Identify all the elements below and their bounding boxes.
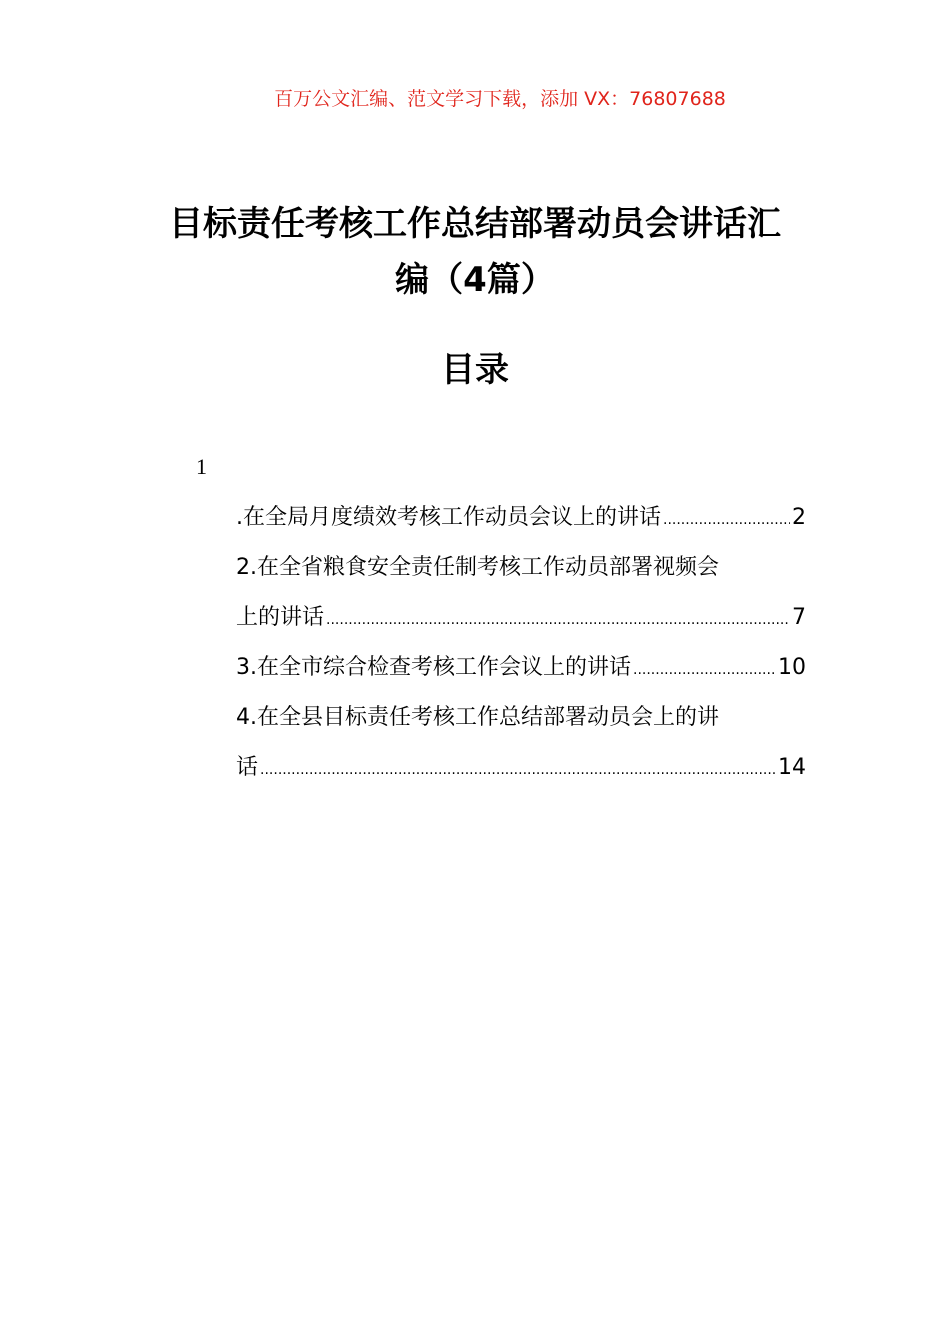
toc-entry[interactable] bbox=[236, 543, 806, 643]
toc-page-number: 10 bbox=[778, 655, 806, 680]
toc-page-number: 2 bbox=[792, 505, 806, 530]
toc-leader-dots bbox=[633, 643, 776, 695]
toc-entry-line bbox=[236, 743, 806, 793]
toc-leader-dots bbox=[260, 743, 776, 795]
document-title bbox=[150, 196, 800, 308]
toc-entry-title: 4.在全县目标责任考核工作总结部署动员会上的讲 bbox=[236, 705, 719, 730]
toc-page-number: 7 bbox=[792, 605, 806, 630]
toc-entry-title: 2.在全省粮食安全责任制考核工作动员部署视频会 bbox=[236, 555, 719, 580]
toc-entry-title: 3.在全市综合检查考核工作会议上的讲话 bbox=[236, 655, 631, 680]
toc-entry-line bbox=[236, 493, 806, 543]
toc-leader-dots bbox=[326, 593, 790, 645]
toc-item-number: 1 bbox=[196, 454, 207, 479]
toc-entry-line bbox=[236, 593, 806, 643]
toc-entry[interactable] bbox=[236, 643, 806, 693]
toc-entry[interactable] bbox=[236, 693, 806, 793]
toc-entry-title: .在全局月度绩效考核工作动员会议上的讲话 bbox=[236, 505, 661, 530]
toc-page-number: 14 bbox=[778, 755, 806, 780]
toc-list bbox=[236, 493, 806, 793]
toc-entry-title-continued: 上的讲话 bbox=[236, 605, 325, 630]
toc-entry[interactable] bbox=[236, 493, 806, 543]
toc-heading: 目录 bbox=[441, 350, 509, 390]
toc-entry-title-continued: 话 bbox=[236, 755, 259, 780]
toc-leader-dots bbox=[663, 493, 790, 545]
title-line-2: 编（4篇） bbox=[395, 260, 555, 300]
title-line-1: 目标责任考核工作总结部署动员会讲话汇 bbox=[169, 204, 781, 244]
header-note: 百万公文汇编、范文学习下载，添加 VX：76807688 bbox=[274, 88, 726, 110]
toc-entry-line bbox=[236, 643, 806, 693]
